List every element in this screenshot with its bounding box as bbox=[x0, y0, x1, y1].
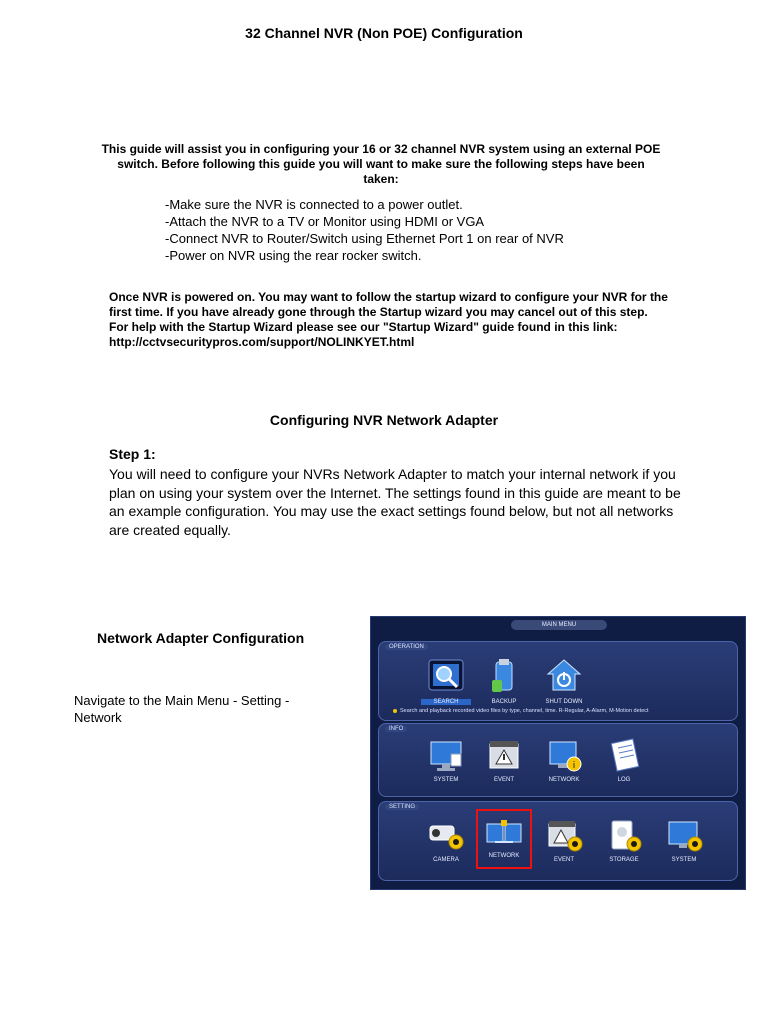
search-icon bbox=[426, 658, 466, 696]
operation-label: OPERATION bbox=[385, 644, 428, 650]
setting-label: SETTING bbox=[385, 804, 419, 810]
network-adapter-heading: Network Adapter Configuration bbox=[97, 630, 305, 646]
shutdown-menu-item[interactable]: SHUT DOWN bbox=[539, 658, 589, 705]
setting-system-item[interactable]: SYSTEM bbox=[659, 818, 709, 863]
network-info-icon bbox=[544, 738, 584, 774]
camera-settings-icon bbox=[426, 818, 466, 854]
event-settings-icon bbox=[544, 818, 584, 854]
info-log-item[interactable]: LOG bbox=[599, 738, 649, 783]
backup-menu-item[interactable]: BACKUP bbox=[479, 658, 529, 705]
section-heading: Configuring NVR Network Adapter bbox=[269, 412, 499, 428]
house-shutdown-icon bbox=[544, 658, 584, 696]
document-title: 32 Channel NVR (Non POE) Configuration bbox=[245, 25, 523, 41]
main-menu-title: MAIN MENU bbox=[511, 620, 607, 630]
step-text: You will need to configure your NVRs Network Adapter to match your internal network if you plan on using your system over the Internet. The settings found in this guide are meant to be an example configuration. You may use the exact settings found below, but not all networks are created equally. bbox=[109, 466, 681, 538]
nvr-main-menu-screenshot bbox=[370, 616, 746, 890]
network-settings-icon bbox=[484, 818, 524, 850]
prep-step: -Make sure the NVR is connected to a power outlet. bbox=[165, 197, 463, 212]
startup-wizard-note: Once NVR is powered on. You may want to follow the startup wizard to configure your NVR for the first time. If you have already gone through the Startup wizard you may cancel out of this step. For help with the Startup Wizard please see our "Startup Wizard" guide found in this link: http://cctvsecuritypros.com/support/NOLINKYET.html bbox=[109, 290, 668, 349]
info-panel bbox=[378, 723, 738, 797]
log-book-icon bbox=[604, 738, 644, 774]
warning-event-icon bbox=[484, 738, 524, 774]
navigation-instruction: Navigate to the Main Menu - Setting - Network bbox=[74, 693, 290, 725]
info-label: INFO bbox=[385, 726, 407, 732]
info-event-item[interactable]: EVENT bbox=[479, 738, 529, 783]
system-settings-icon bbox=[664, 818, 704, 854]
operation-hint: Search and playback recorded video files by type, channel, time. R-Regular, A-Alarm, M-Motion detect bbox=[393, 708, 649, 714]
monitor-icon bbox=[426, 738, 466, 774]
prep-steps-list bbox=[165, 196, 564, 264]
info-network-item[interactable]: i NETWORK bbox=[539, 738, 589, 783]
usb-backup-icon bbox=[484, 658, 524, 696]
operation-panel bbox=[378, 641, 738, 721]
info-system-item[interactable]: SYSTEM bbox=[421, 738, 471, 783]
search-menu-item[interactable]: SEARCH bbox=[421, 658, 471, 705]
intro-paragraph: This guide will assist you in configuring your 16 or 32 channel NVR system using an external POE switch. Before following this guide you will want to make sure the following steps have been taken: bbox=[101, 142, 661, 186]
setting-network-item[interactable]: NETWORK bbox=[479, 812, 529, 866]
prep-step: -Power on NVR using the rear rocker switch. bbox=[165, 248, 422, 263]
hint-dot-icon bbox=[393, 709, 397, 713]
prep-step: -Attach the NVR to a TV or Monitor using HDMI or VGA bbox=[165, 214, 485, 229]
svg-text:i: i bbox=[572, 761, 576, 771]
prep-step: -Connect NVR to Router/Switch using Ethernet Port 1 on rear of NVR bbox=[165, 231, 564, 246]
setting-panel bbox=[378, 801, 738, 881]
setting-storage-item[interactable]: STORAGE bbox=[599, 818, 649, 863]
storage-settings-icon bbox=[604, 818, 644, 854]
setting-event-item[interactable]: EVENT bbox=[539, 818, 589, 863]
step-title: Step 1: bbox=[109, 446, 156, 462]
setting-camera-item[interactable]: CAMERA bbox=[421, 818, 471, 863]
